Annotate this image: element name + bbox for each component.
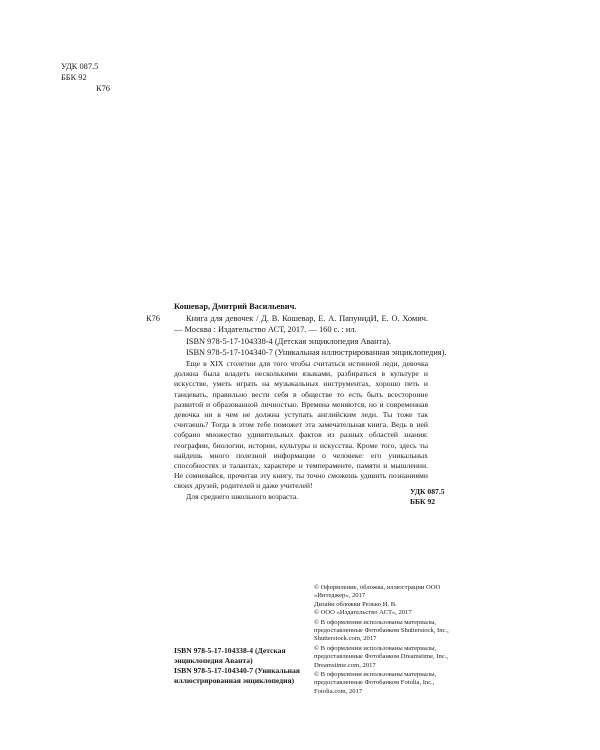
entry-isbn-1: ISBN 978-5-17-104338-4 (Детская энциклопедия Аванта). — [186, 336, 391, 346]
udk-code: УДК 087.5 — [61, 62, 99, 71]
entry-audience: Для среднего школьного возраста. — [186, 491, 299, 501]
classification-codes-bottom — [410, 487, 445, 507]
copyright-design: © Оформление, обложка, иллюстрации ООО «Интеджер», 2017 — [314, 584, 441, 600]
copyright-block — [314, 584, 454, 696]
copyright-publisher: © ООО «Издательство АСТ», 2017 — [314, 609, 412, 617]
copyright-shutterstock: © В оформлении использованы материалы, предоставленные Фотобанком Shutterstock, Inc., Shutterstock.com, 2017 — [314, 618, 449, 643]
bbk-code-bottom: ББК 92 — [410, 497, 436, 506]
isbn-bottom-1: ISBN 978-5-17-104338-4 (Детская энциклопедия Аванта) — [174, 646, 286, 665]
isbn-block — [174, 646, 304, 686]
copyright-fotolia: © В оформлении использованы материалы, предоставленные Фотобанком Fotolia, Inc., Fotolia.com, 2017 — [314, 671, 437, 695]
entry-author-sign: К76 — [146, 314, 160, 323]
bbk-code: ББК 92 — [61, 73, 87, 82]
copyright-cover-design: Дизайн обложки Релько И. В. — [314, 600, 397, 608]
entry-author: Кошевар, Дмитрий Васильевич. — [174, 302, 297, 311]
classification-codes-top — [61, 61, 110, 94]
entry-description: Книга для девочек / Д. В. Кошевар, Е. А. ПапунидИ, Е. О. Хомич. — Москва : Издательство АСТ, 2017. — 160 с. : ил. — [174, 313, 428, 335]
copyright-dreamstime: © В оформлении использованы материалы, предоставленные Фотобанком Dreamstime, Inc., Dreamstime.com, 2017 — [314, 644, 449, 669]
author-sign: К76 — [96, 84, 110, 93]
isbn-bottom-2: ISBN 978-5-17-104340-7 (Уникальная иллюстрированная энциклопедия) — [174, 666, 300, 685]
entry-isbn-2: ISBN 978-5-17-104340-7 (Уникальная иллюстрированная энциклопедия). — [186, 348, 447, 358]
udk-code-bottom: УДК 087.5 — [410, 487, 445, 496]
entry-annotation: Еще в XIX столетии для того чтобы считаться истинной леди, девочка должна была владеть несколькими языками, разбираться в культуре и искусстве, уметь играть на музыкальных инструментах, хорошо петь и танцевать, правильно вести себя в обществе то есть быть всесторонне развитой и образованной личностью. Времена меняются, но и современная девочка ни в чем не должна уступать английским леди. Ты тоже так считаешь? Тогда в этом тебе поможет эта замечательная книга. Ведь в ней собрано множество удивительных фактов из разных областей знания: географии, биологии, истории, культуры и искусства. Кроме того, здесь ты найдешь много полезной информации о человеке: его уникальных способностях и талантах, характере и темпераменте, памяти и мышлении. Не сомневайся, прочитав эту книгу, ты точно сможешь удивить познаниями своих друзей, родителей и даже учителей! — [174, 358, 428, 491]
